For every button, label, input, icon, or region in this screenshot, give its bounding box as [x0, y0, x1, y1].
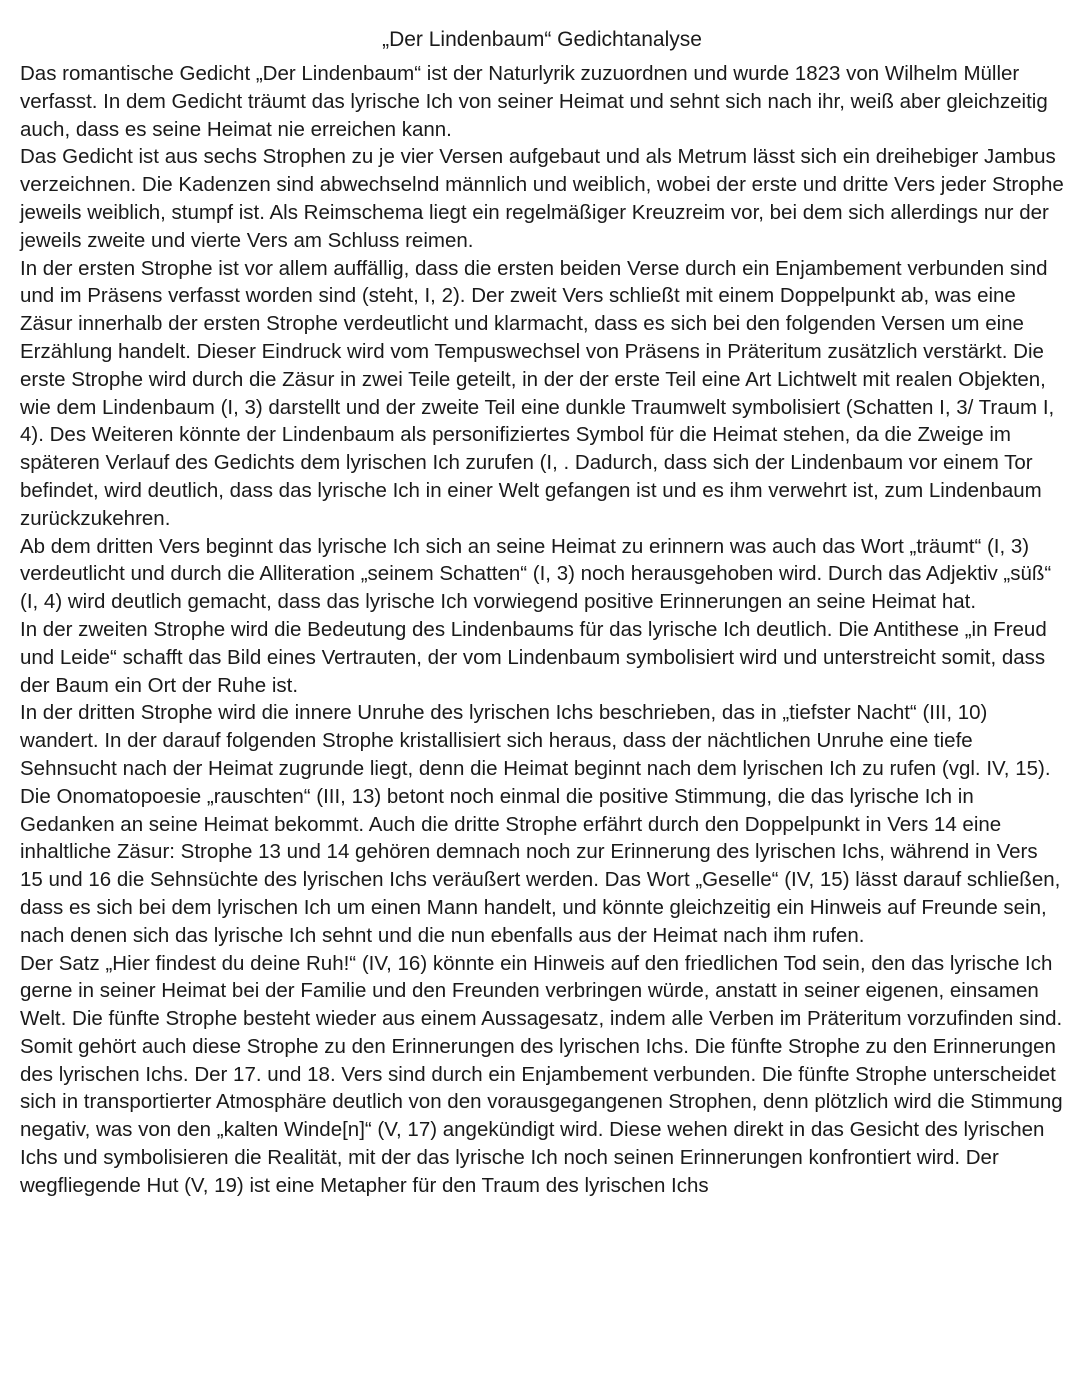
paragraph-introduction: Das romantische Gedicht „Der Lindenbaum“ ist der Naturlyrik zuzuordnen und wurde 1823 von Wilhelm Müller verfasst. In dem Gedicht träumt das lyrische Ich von seiner Heimat und sehnt sich nach ihr, weiß aber gleichzeitig auch, dass es seine Heimat nie erreichen kann. [20, 62, 1048, 141]
paragraph-third-stanza: In der dritten Strophe wird die innere Unruhe des lyrischen Ichs beschrieben, das in „tiefster Nacht“ (III, 10) wandert. In der darauf folgenden Strophe kristallisiert sich heraus, dass der nächtlichen Unruhe eine tiefe Sehnsucht nach der Heimat zugrunde liegt, denn die Heimat beginnt nach dem lyrischen Ich zu rufen (vgl. IV, 15). Die Onomatopoesie „rauschten“ (III, 13) betont noch einmal die positive Stimmung, die das lyrische Ich in Gedanken an seine Heimat bekommt. Auch die dritte Strophe erfährt durch den Doppelpunkt in Vers 14 eine inhaltliche Zäsur: Strophe 13 und 14 gehören demnach noch zur Erinnerung des lyrischen Ichs, während in Vers 15 und 16 die Sehnsüchte des lyrischen Ichs veräußert werden. Das Wort „Geselle“ (IV, 15) lässt darauf schließen, dass es sich bei dem lyrischen Ich um einen Mann handelt, und könnte gleichzeitig ein Hinweis auf Freunde sein, nach denen sich das lyrische Ich sehnt und die nun ebenfalls aus der Heimat nach ihm rufen. [20, 701, 1061, 947]
paragraph-fifth-stanza: Der Satz „Hier findest du deine Ruh!“ (IV, 16) könnte ein Hinweis auf den friedlichen Tod sein, den das lyrische Ich gerne in seiner Heimat bei der Familie und den Freunden verbringen würde, anstatt in seiner eigenen, einsamen Welt. Die fünfte Strophe besteht wieder aus einem Aussagesatz, indem alle Verben im Präteritum vorzufinden sind. Somit gehört auch diese Strophe zu den Erinnerungen des lyrischen Ichs. Die fünfte Strophe zu den Erinnerungen des lyrischen Ichs. Der 17. und 18. Vers sind durch ein Enjambement verbunden. Die fünfte Strophe unterscheidet sich in transportierter Atmosphäre deutlich von den vorausgegangenen Strophen, denn plötzlich wird die Stimmung negativ, was von den „kalten Winde[n]“ (V, 17) angekündigt wird. Diese wehen direkt in das Gesicht des lyrischen Ichs und symbolisieren die Realität, mit der das lyrische Ich noch seinen Erinnerungen konfrontiert wird. Der wegfliegende Hut (V, 19) ist eine Metapher für den Traum des lyrischen Ichs [20, 951, 1063, 1197]
paragraph-second-stanza: In der zweiten Strophe wird die Bedeutung des Lindenbaums für das lyrische Ich deutlich. Die Antithese „in Freud und Leide“ schafft das Bild eines Vertrauten, der vom Lindenbaum symbolisiert wird und unterstreicht somit, dass der Baum ein Ort der Ruhe ist. [20, 617, 1047, 697]
document-page [20, 26, 1064, 1200]
paragraph-first-stanza: In der ersten Strophe ist vor allem auffällig, dass die ersten beiden Verse durch ein Enjambement verbunden sind und im Präsens verfasst worden sind (steht, I, 2). Der zweit Vers schließt mit einem Doppelpunkt ab, was eine Zäsur innerhalb der ersten Strophe verdeutlicht und klarmacht, dass es sich bei den folgenden Versen um eine Erzählung handelt. Dieser Eindruck wird vom Tempuswechsel von Präsens in Präteritum zusätzlich verstärkt. Die erste Strophe wird durch die Zäsur in zwei Teile geteilt, in der der erste Teil eine Art Lichtwelt mit realen Objekten, wie dem Lindenbaum (I, 3) darstellt und der zweite Teil eine dunkle Traumwelt symbolisiert (Schatten I, 3/ Traum I, 4). Des Weiteren könnte der Lindenbaum als personifiziertes Symbol für die Heimat stehen, da die Zweige im späteren Verlauf des Gedichts dem lyrischen Ich zurufen (I, . Dadurch, dass sich der Lindenbaum vor einem Tor befindet, wird deutlich, dass das lyrische Ich in einer Welt gefangen ist und es ihm verwehrt ist, zum Lindenbaum zurückzukehren. [20, 256, 1055, 530]
document-title: „Der Lindenbaum“ Gedichtanalyse [382, 28, 702, 51]
paragraph-third-verse: Ab dem dritten Vers beginnt das lyrische Ich sich an seine Heimat zu erinnern was auch das Wort „träumt“ (I, 3) verdeutlicht und durch die Alliteration „seinem Schatten“ (I, 3) noch herausgehoben wird. Durch das Adjektiv „süß“ (I, 4) wird deutlich gemacht, dass das lyrische Ich vorwiegend positive Erinnerungen an seine Heimat hat. [20, 534, 1052, 614]
paragraph-form: Das Gedicht ist aus sechs Strophen zu je vier Versen aufgebaut und als Metrum lässt sich ein dreihebiger Jambus verzeichnen. Die Kadenzen sind abwechselnd männlich und weiblich, wobei der erste und dritte Vers jeder Strophe jeweils weiblich, stumpf ist. Als Reimschema liegt ein regelmäßiger Kreuzreim vor, bei dem sich allerdings nur der jeweils zweite und vierte Vers am Schluss reimen. [20, 145, 1064, 252]
